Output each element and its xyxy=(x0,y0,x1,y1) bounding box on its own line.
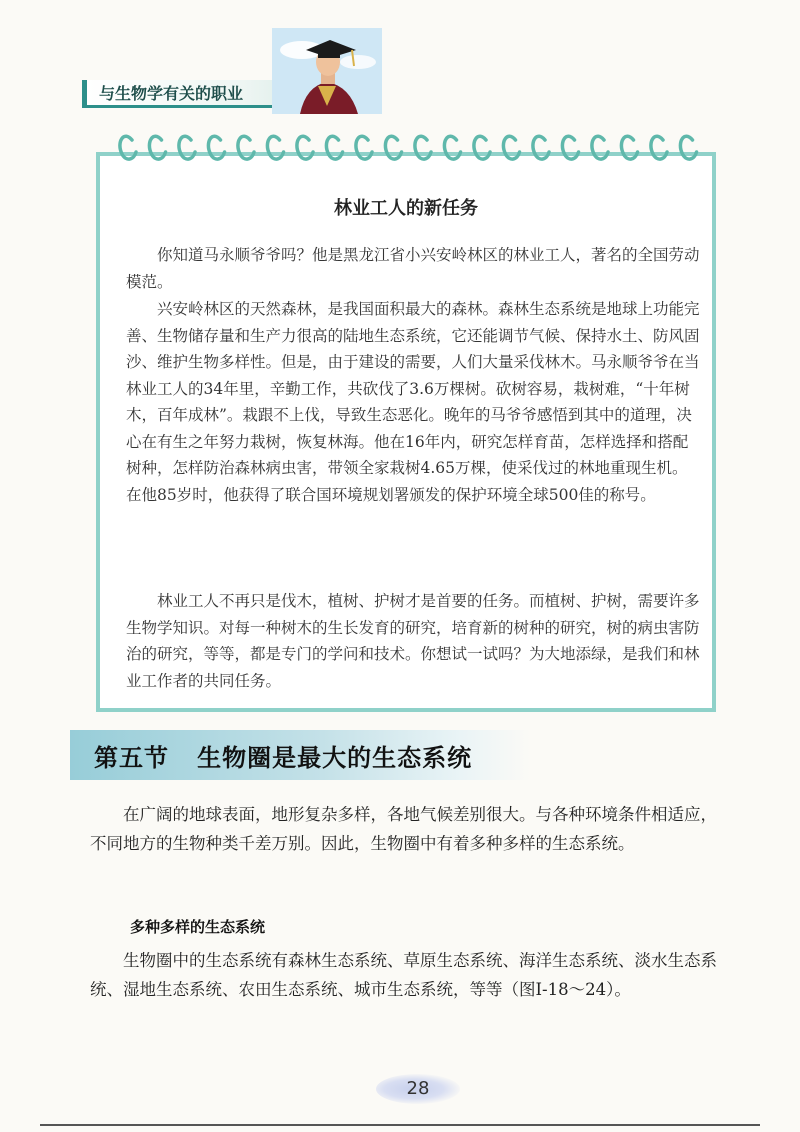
spiral-coil xyxy=(385,136,401,159)
spiral-coil xyxy=(415,136,431,159)
spiral-binding-decoration xyxy=(110,128,710,172)
page-number: 28 xyxy=(406,1078,430,1099)
bottom-rule xyxy=(40,1124,760,1126)
spiral-coil xyxy=(208,136,224,159)
spiral-coil xyxy=(149,136,165,159)
spiral-coil xyxy=(474,136,490,159)
spiral-coil xyxy=(680,136,696,159)
spiral-coil xyxy=(562,136,578,159)
graduate-icon xyxy=(272,28,382,114)
spiral-coil xyxy=(444,136,460,159)
story-paragraph: 你知道马永顺爷爷吗？他是黑龙江省小兴安岭林区的林业工人，著名的全国劳动模范。 xyxy=(126,246,700,291)
spiral-coil xyxy=(120,136,136,159)
story-box xyxy=(96,152,716,712)
section-intro: 在广阔的地球表面，地形复杂多样，各地气候差别很大。与各种环境条件相适应，不同地方的生物种类千差万别。因此，生物圈中有着多种多样的生态系统。 xyxy=(90,805,717,853)
section-heading-band xyxy=(70,730,530,780)
spiral-coil xyxy=(621,136,637,159)
spiral-coil xyxy=(179,136,195,159)
spiral-coil xyxy=(503,136,519,159)
story-paragraph: 兴安岭林区的天然森林，是我国面积最大的森林。森林生态系统是地球上功能完善、生物储存量和生产力很高的陆地生态系统，它还能调节气候、保持水土、防风固沙、维护生物多样性。但是，由于建设的需要，人们大量采伐林木。马永顺爷爷在当林业工人的34年里，辛勤工作，共砍伐了3.6万棵树。砍树容易，栽树难，“十年树木，百年成林”。栽跟不上伐，导致生态恶化。晚年的马爷爷感悟到其中的道理，决心在有生之年努力栽树，恢复林海。他在16年内，研究怎样育苗，怎样选择和搭配树种，怎样防治森林病虫害，带领全家栽树4.65万棵，使采伐过的林地重现生机。在他85岁时，他获得了联合国环境规划署颁发的保护环境全球500佳的称号。 xyxy=(126,300,700,504)
section-body: 生物圈中的生态系统有森林生态系统、草原生态系统、海洋生态系统、淡水生态系统、湿地生态系统、农田生态系统、城市生态系统，等等（图Ⅰ-18～24）。 xyxy=(90,951,717,999)
page-number-badge xyxy=(376,1074,460,1104)
spiral-coil xyxy=(267,136,283,159)
section-title: 第五节 生物圈是最大的生态系统 xyxy=(94,744,473,772)
subheading: 多种多样的生态系统 xyxy=(130,918,266,936)
spiral-coil xyxy=(356,136,372,159)
career-label: 与生物学有关的职业 xyxy=(82,80,308,108)
career-header xyxy=(82,28,382,116)
spiral-coil xyxy=(533,136,549,159)
story-paragraph: 林业工人不再只是伐木，植树、护树才是首要的任务。而植树、护树，需要许多生物学知识。对每一种树木的生长发育的研究，培育新的树种的研究，树的病虫害防治的研究，等等，都是专门的学问和技术。你想试一试吗？为大地添绿，是我们和林业工作者的共同任务。 xyxy=(126,592,700,690)
spiral-coil xyxy=(238,136,254,159)
story-title: 林业工人的新任务 xyxy=(334,198,478,219)
spiral-coil xyxy=(326,136,342,159)
spiral-coil xyxy=(592,136,608,159)
spiral-coil xyxy=(297,136,313,159)
spiral-coil xyxy=(651,136,667,159)
